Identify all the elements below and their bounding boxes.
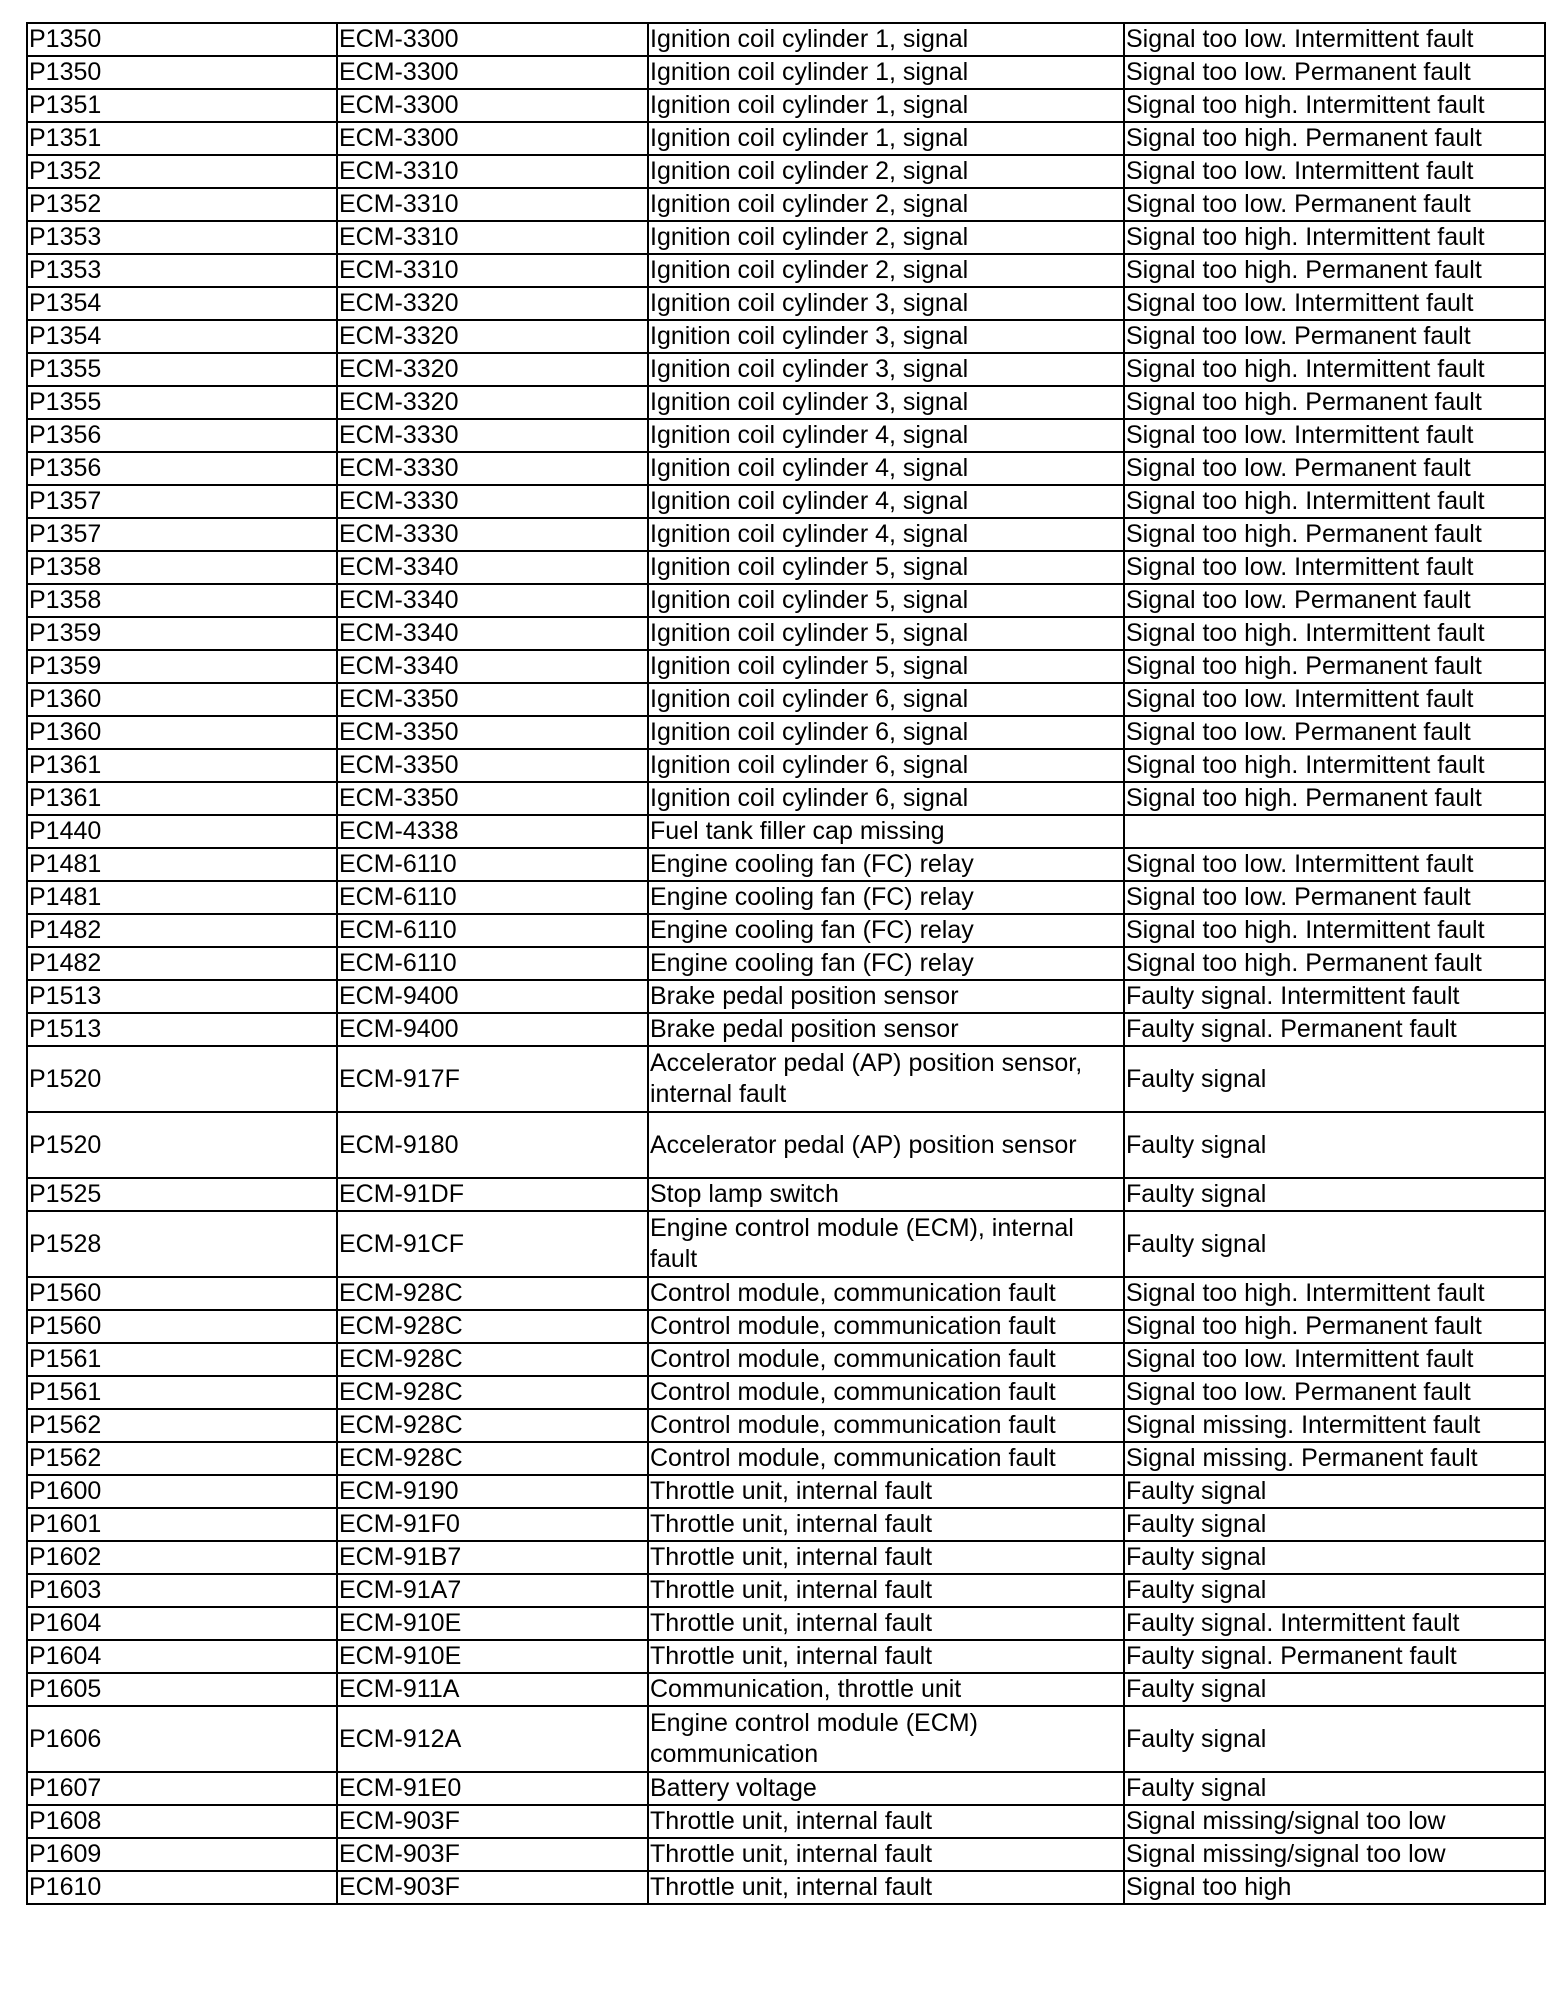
ecm-code-cell: ECM-3310 <box>337 188 648 221</box>
ecm-code-cell: ECM-912A <box>337 1706 648 1772</box>
ecm-code-cell: ECM-3320 <box>337 353 648 386</box>
dtc-code-cell: P1351 <box>27 89 337 122</box>
dtc-code-cell: P1520 <box>27 1112 337 1178</box>
table-row <box>27 683 1545 716</box>
component-cell: Ignition coil cylinder 2, signal <box>648 155 1124 188</box>
component-cell: Ignition coil cylinder 4, signal <box>648 452 1124 485</box>
component-cell: Throttle unit, internal fault <box>648 1871 1124 1904</box>
fault-description-cell: Signal missing. Permanent fault <box>1124 1442 1545 1475</box>
ecm-code-cell: ECM-917F <box>337 1046 648 1112</box>
dtc-code-cell: P1355 <box>27 386 337 419</box>
component-cell: Ignition coil cylinder 6, signal <box>648 749 1124 782</box>
fault-description-cell: Signal too high. Permanent fault <box>1124 782 1545 815</box>
table-row <box>27 1838 1545 1871</box>
table-row <box>27 1277 1545 1310</box>
component-cell: Engine control module (ECM), internal fault <box>648 1211 1124 1277</box>
ecm-code-cell: ECM-91F0 <box>337 1508 648 1541</box>
ecm-code-cell: ECM-3310 <box>337 254 648 287</box>
component-cell: Control module, communication fault <box>648 1343 1124 1376</box>
component-cell: Engine cooling fan (FC) relay <box>648 914 1124 947</box>
dtc-code-cell: P1605 <box>27 1673 337 1706</box>
component-cell: Ignition coil cylinder 2, signal <box>648 254 1124 287</box>
table-row <box>27 353 1545 386</box>
fault-description-cell: Signal too high. Intermittent fault <box>1124 221 1545 254</box>
dtc-code-cell: P1560 <box>27 1277 337 1310</box>
component-cell: Ignition coil cylinder 3, signal <box>648 353 1124 386</box>
ecm-code-cell: ECM-3350 <box>337 683 648 716</box>
dtc-code-cell: P1354 <box>27 287 337 320</box>
fault-description-cell: Signal too low. Permanent fault <box>1124 320 1545 353</box>
dtc-code-cell: P1604 <box>27 1640 337 1673</box>
ecm-code-cell: ECM-91E0 <box>337 1772 648 1805</box>
ecm-code-cell: ECM-91DF <box>337 1178 648 1211</box>
component-cell: Ignition coil cylinder 6, signal <box>648 782 1124 815</box>
fault-description-cell: Faulty signal <box>1124 1475 1545 1508</box>
table-row <box>27 1706 1545 1772</box>
component-cell: Throttle unit, internal fault <box>648 1541 1124 1574</box>
fault-description-cell: Signal too low. Permanent fault <box>1124 452 1545 485</box>
component-cell: Engine cooling fan (FC) relay <box>648 947 1124 980</box>
dtc-code-cell: P1361 <box>27 749 337 782</box>
ecm-code-cell: ECM-6110 <box>337 914 648 947</box>
table-row <box>27 1046 1545 1112</box>
fault-description-cell: Signal too low. Permanent fault <box>1124 716 1545 749</box>
dtc-code-cell: P1357 <box>27 485 337 518</box>
component-cell: Control module, communication fault <box>648 1376 1124 1409</box>
table-row <box>27 1178 1545 1211</box>
dtc-code-cell: P1440 <box>27 815 337 848</box>
table-row <box>27 1442 1545 1475</box>
dtc-code-cell: P1351 <box>27 122 337 155</box>
fault-description-cell: Faulty signal <box>1124 1772 1545 1805</box>
table-row <box>27 452 1545 485</box>
fault-description-cell: Signal too low. Intermittent fault <box>1124 23 1545 56</box>
table-row <box>27 320 1545 353</box>
ecm-code-cell: ECM-3330 <box>337 518 648 551</box>
table-row <box>27 881 1545 914</box>
component-cell: Throttle unit, internal fault <box>648 1805 1124 1838</box>
ecm-code-cell: ECM-3320 <box>337 320 648 353</box>
dtc-code-cell: P1604 <box>27 1607 337 1640</box>
dtc-code-cell: P1513 <box>27 1013 337 1046</box>
dtc-code-cell: P1353 <box>27 254 337 287</box>
ecm-code-cell: ECM-903F <box>337 1838 648 1871</box>
ecm-code-cell: ECM-3320 <box>337 386 648 419</box>
component-cell: Control module, communication fault <box>648 1310 1124 1343</box>
dtc-code-cell: P1481 <box>27 881 337 914</box>
dtc-code-cell: P1561 <box>27 1343 337 1376</box>
fault-description-cell: Faulty signal <box>1124 1211 1545 1277</box>
fault-description-cell: Faulty signal <box>1124 1508 1545 1541</box>
ecm-code-cell: ECM-3310 <box>337 221 648 254</box>
component-cell: Throttle unit, internal fault <box>648 1838 1124 1871</box>
ecm-code-cell: ECM-9400 <box>337 980 648 1013</box>
dtc-code-cell: P1356 <box>27 419 337 452</box>
dtc-code-cell: P1360 <box>27 683 337 716</box>
table-row <box>27 1871 1545 1904</box>
dtc-code-cell: P1601 <box>27 1508 337 1541</box>
component-cell: Ignition coil cylinder 5, signal <box>648 551 1124 584</box>
component-cell: Throttle unit, internal fault <box>648 1475 1124 1508</box>
fault-description-cell: Faulty signal. Permanent fault <box>1124 1640 1545 1673</box>
ecm-code-cell: ECM-3340 <box>337 617 648 650</box>
dtc-code-cell: P1361 <box>27 782 337 815</box>
ecm-code-cell: ECM-3300 <box>337 89 648 122</box>
component-cell: Ignition coil cylinder 5, signal <box>648 617 1124 650</box>
component-cell: Ignition coil cylinder 4, signal <box>648 518 1124 551</box>
table-row <box>27 221 1545 254</box>
component-cell: Battery voltage <box>648 1772 1124 1805</box>
table-row <box>27 56 1545 89</box>
table-row <box>27 1574 1545 1607</box>
dtc-code-cell: P1356 <box>27 452 337 485</box>
ecm-code-cell: ECM-928C <box>337 1409 648 1442</box>
component-cell: Ignition coil cylinder 3, signal <box>648 287 1124 320</box>
fault-description-cell: Signal too low. Intermittent fault <box>1124 683 1545 716</box>
table-row <box>27 1310 1545 1343</box>
dtc-code-cell: P1359 <box>27 650 337 683</box>
dtc-code-cell: P1357 <box>27 518 337 551</box>
ecm-code-cell: ECM-911A <box>337 1673 648 1706</box>
dtc-code-cell: P1562 <box>27 1442 337 1475</box>
table-row <box>27 551 1545 584</box>
dtc-code-cell: P1353 <box>27 221 337 254</box>
table-row <box>27 1475 1545 1508</box>
ecm-code-cell: ECM-6110 <box>337 881 648 914</box>
ecm-code-cell: ECM-6110 <box>337 947 648 980</box>
table-row <box>27 1805 1545 1838</box>
fault-description-cell: Faulty signal. Intermittent fault <box>1124 1607 1545 1640</box>
ecm-code-cell: ECM-928C <box>337 1376 648 1409</box>
component-cell: Ignition coil cylinder 3, signal <box>648 386 1124 419</box>
fault-description-cell: Signal too low. Intermittent fault <box>1124 287 1545 320</box>
fault-description-cell: Signal too high. Intermittent fault <box>1124 1277 1545 1310</box>
component-cell: Control module, communication fault <box>648 1409 1124 1442</box>
dtc-code-cell: P1513 <box>27 980 337 1013</box>
dtc-code-cell: P1481 <box>27 848 337 881</box>
fault-description-cell <box>1124 815 1545 848</box>
table-row <box>27 1343 1545 1376</box>
fault-description-cell: Signal too high. Intermittent fault <box>1124 914 1545 947</box>
dtc-code-cell: P1606 <box>27 1706 337 1772</box>
table-row <box>27 1211 1545 1277</box>
ecm-code-cell: ECM-9180 <box>337 1112 648 1178</box>
fault-description-cell: Signal too high. Permanent fault <box>1124 386 1545 419</box>
table-row <box>27 1508 1545 1541</box>
component-cell: Ignition coil cylinder 2, signal <box>648 188 1124 221</box>
ecm-code-cell: ECM-3350 <box>337 749 648 782</box>
component-cell: Engine cooling fan (FC) relay <box>648 848 1124 881</box>
fault-description-cell: Signal too high. Intermittent fault <box>1124 353 1545 386</box>
dtc-code-cell: P1607 <box>27 1772 337 1805</box>
table-row <box>27 419 1545 452</box>
ecm-code-cell: ECM-3300 <box>337 56 648 89</box>
dtc-code-cell: P1560 <box>27 1310 337 1343</box>
fault-description-cell: Signal too high. Intermittent fault <box>1124 89 1545 122</box>
fault-description-cell: Signal too high. Permanent fault <box>1124 947 1545 980</box>
ecm-code-cell: ECM-3350 <box>337 716 648 749</box>
table-row <box>27 782 1545 815</box>
dtc-code-cell: P1350 <box>27 23 337 56</box>
table-row <box>27 122 1545 155</box>
fault-description-cell: Signal too low. Permanent fault <box>1124 881 1545 914</box>
fault-description-cell: Signal missing. Intermittent fault <box>1124 1409 1545 1442</box>
ecm-code-cell: ECM-910E <box>337 1607 648 1640</box>
dtc-code-cell: P1358 <box>27 551 337 584</box>
dtc-code-cell: P1600 <box>27 1475 337 1508</box>
fault-description-cell: Signal too high. Intermittent fault <box>1124 749 1545 782</box>
ecm-code-cell: ECM-928C <box>337 1442 648 1475</box>
ecm-code-cell: ECM-928C <box>337 1310 648 1343</box>
table-row <box>27 188 1545 221</box>
dtc-code-cell: P1358 <box>27 584 337 617</box>
component-cell: Ignition coil cylinder 6, signal <box>648 716 1124 749</box>
fault-description-cell: Signal missing/signal too low <box>1124 1805 1545 1838</box>
dtc-table-body <box>27 23 1545 1904</box>
fault-description-cell: Signal too low. Intermittent fault <box>1124 155 1545 188</box>
component-cell: Ignition coil cylinder 2, signal <box>648 221 1124 254</box>
component-cell: Accelerator pedal (AP) position sensor, internal fault <box>648 1046 1124 1112</box>
table-row <box>27 848 1545 881</box>
component-cell: Ignition coil cylinder 1, signal <box>648 56 1124 89</box>
component-cell: Throttle unit, internal fault <box>648 1640 1124 1673</box>
table-row <box>27 980 1545 1013</box>
fault-description-cell: Signal too high. Permanent fault <box>1124 650 1545 683</box>
ecm-code-cell: ECM-928C <box>337 1343 648 1376</box>
dtc-code-cell: P1520 <box>27 1046 337 1112</box>
table-row <box>27 1376 1545 1409</box>
ecm-code-cell: ECM-3310 <box>337 155 648 188</box>
table-row <box>27 947 1545 980</box>
table-row <box>27 716 1545 749</box>
fault-description-cell: Faulty signal. Permanent fault <box>1124 1013 1545 1046</box>
component-cell: Ignition coil cylinder 6, signal <box>648 683 1124 716</box>
component-cell: Ignition coil cylinder 1, signal <box>648 89 1124 122</box>
ecm-code-cell: ECM-3340 <box>337 650 648 683</box>
ecm-code-cell: ECM-3340 <box>337 551 648 584</box>
component-cell: Ignition coil cylinder 4, signal <box>648 419 1124 452</box>
table-row <box>27 485 1545 518</box>
table-row <box>27 650 1545 683</box>
table-row <box>27 89 1545 122</box>
fault-description-cell: Signal too high. Intermittent fault <box>1124 485 1545 518</box>
component-cell: Ignition coil cylinder 1, signal <box>648 23 1124 56</box>
ecm-code-cell: ECM-91A7 <box>337 1574 648 1607</box>
fault-description-cell: Signal too high. Permanent fault <box>1124 122 1545 155</box>
ecm-code-cell: ECM-4338 <box>337 815 648 848</box>
table-row <box>27 1607 1545 1640</box>
table-row <box>27 518 1545 551</box>
component-cell: Communication, throttle unit <box>648 1673 1124 1706</box>
table-row <box>27 254 1545 287</box>
ecm-code-cell: ECM-3350 <box>337 782 648 815</box>
ecm-code-cell: ECM-910E <box>337 1640 648 1673</box>
table-row <box>27 155 1545 188</box>
table-row <box>27 584 1545 617</box>
table-row <box>27 815 1545 848</box>
component-cell: Engine cooling fan (FC) relay <box>648 881 1124 914</box>
fault-description-cell: Signal too low. Intermittent fault <box>1124 848 1545 881</box>
table-row <box>27 1112 1545 1178</box>
component-cell: Engine control module (ECM) communication <box>648 1706 1124 1772</box>
fault-description-cell: Signal too low. Intermittent fault <box>1124 551 1545 584</box>
dtc-code-cell: P1360 <box>27 716 337 749</box>
fault-description-cell: Faulty signal <box>1124 1046 1545 1112</box>
dtc-code-cell: P1352 <box>27 188 337 221</box>
table-row <box>27 1772 1545 1805</box>
fault-description-cell: Signal too low. Permanent fault <box>1124 1376 1545 1409</box>
component-cell: Throttle unit, internal fault <box>648 1607 1124 1640</box>
component-cell: Stop lamp switch <box>648 1178 1124 1211</box>
fault-description-cell: Signal too high. Permanent fault <box>1124 254 1545 287</box>
fault-description-cell: Signal too low. Intermittent fault <box>1124 419 1545 452</box>
dtc-code-cell: P1482 <box>27 914 337 947</box>
table-row <box>27 1409 1545 1442</box>
table-row <box>27 1640 1545 1673</box>
fault-description-cell: Faulty signal <box>1124 1574 1545 1607</box>
fault-description-cell: Faulty signal <box>1124 1706 1545 1772</box>
dtc-code-cell: P1562 <box>27 1409 337 1442</box>
ecm-code-cell: ECM-6110 <box>337 848 648 881</box>
dtc-code-cell: P1359 <box>27 617 337 650</box>
fault-description-cell: Signal too high. Permanent fault <box>1124 518 1545 551</box>
ecm-code-cell: ECM-3320 <box>337 287 648 320</box>
component-cell: Control module, communication fault <box>648 1277 1124 1310</box>
fault-description-cell: Signal too low. Permanent fault <box>1124 56 1545 89</box>
component-cell: Brake pedal position sensor <box>648 980 1124 1013</box>
component-cell: Throttle unit, internal fault <box>648 1508 1124 1541</box>
table-row <box>27 23 1545 56</box>
component-cell: Brake pedal position sensor <box>648 1013 1124 1046</box>
fault-description-cell: Faulty signal <box>1124 1673 1545 1706</box>
table-row <box>27 1013 1545 1046</box>
component-cell: Fuel tank filler cap missing <box>648 815 1124 848</box>
table-row <box>27 1541 1545 1574</box>
ecm-code-cell: ECM-903F <box>337 1805 648 1838</box>
component-cell: Ignition coil cylinder 5, signal <box>648 650 1124 683</box>
table-row <box>27 914 1545 947</box>
fault-description-cell: Signal missing/signal too low <box>1124 1838 1545 1871</box>
fault-description-cell: Faulty signal <box>1124 1112 1545 1178</box>
fault-description-cell: Signal too high. Permanent fault <box>1124 1310 1545 1343</box>
ecm-code-cell: ECM-3300 <box>337 23 648 56</box>
dtc-code-cell: P1528 <box>27 1211 337 1277</box>
dtc-code-cell: P1525 <box>27 1178 337 1211</box>
table-row <box>27 617 1545 650</box>
ecm-code-cell: ECM-928C <box>337 1277 648 1310</box>
dtc-code-cell: P1482 <box>27 947 337 980</box>
dtc-code-cell: P1352 <box>27 155 337 188</box>
dtc-code-cell: P1354 <box>27 320 337 353</box>
table-row <box>27 749 1545 782</box>
ecm-code-cell: ECM-3330 <box>337 452 648 485</box>
ecm-code-cell: ECM-903F <box>337 1871 648 1904</box>
fault-description-cell: Faulty signal <box>1124 1541 1545 1574</box>
component-cell: Ignition coil cylinder 4, signal <box>648 485 1124 518</box>
fault-description-cell: Signal too low. Permanent fault <box>1124 188 1545 221</box>
component-cell: Throttle unit, internal fault <box>648 1574 1124 1607</box>
ecm-code-cell: ECM-91CF <box>337 1211 648 1277</box>
ecm-code-cell: ECM-3330 <box>337 485 648 518</box>
table-row <box>27 287 1545 320</box>
component-cell: Control module, communication fault <box>648 1442 1124 1475</box>
component-cell: Ignition coil cylinder 3, signal <box>648 320 1124 353</box>
fault-description-cell: Signal too high <box>1124 1871 1545 1904</box>
component-cell: Accelerator pedal (AP) position sensor <box>648 1112 1124 1178</box>
dtc-code-cell: P1602 <box>27 1541 337 1574</box>
dtc-code-cell: P1608 <box>27 1805 337 1838</box>
component-cell: Ignition coil cylinder 5, signal <box>648 584 1124 617</box>
dtc-code-cell: P1350 <box>27 56 337 89</box>
fault-description-cell: Faulty signal. Intermittent fault <box>1124 980 1545 1013</box>
table-row <box>27 386 1545 419</box>
ecm-code-cell: ECM-9190 <box>337 1475 648 1508</box>
ecm-code-cell: ECM-3330 <box>337 419 648 452</box>
ecm-code-cell: ECM-3340 <box>337 584 648 617</box>
fault-description-cell: Faulty signal <box>1124 1178 1545 1211</box>
ecm-code-cell: ECM-9400 <box>337 1013 648 1046</box>
fault-description-cell: Signal too low. Permanent fault <box>1124 584 1545 617</box>
dtc-code-cell: P1603 <box>27 1574 337 1607</box>
dtc-code-cell: P1609 <box>27 1838 337 1871</box>
dtc-code-cell: P1355 <box>27 353 337 386</box>
table-row <box>27 1673 1545 1706</box>
component-cell: Ignition coil cylinder 1, signal <box>648 122 1124 155</box>
dtc-code-cell: P1610 <box>27 1871 337 1904</box>
dtc-table <box>26 22 1546 1905</box>
dtc-code-cell: P1561 <box>27 1376 337 1409</box>
fault-description-cell: Signal too high. Intermittent fault <box>1124 617 1545 650</box>
ecm-code-cell: ECM-91B7 <box>337 1541 648 1574</box>
fault-description-cell: Signal too low. Intermittent fault <box>1124 1343 1545 1376</box>
ecm-code-cell: ECM-3300 <box>337 122 648 155</box>
